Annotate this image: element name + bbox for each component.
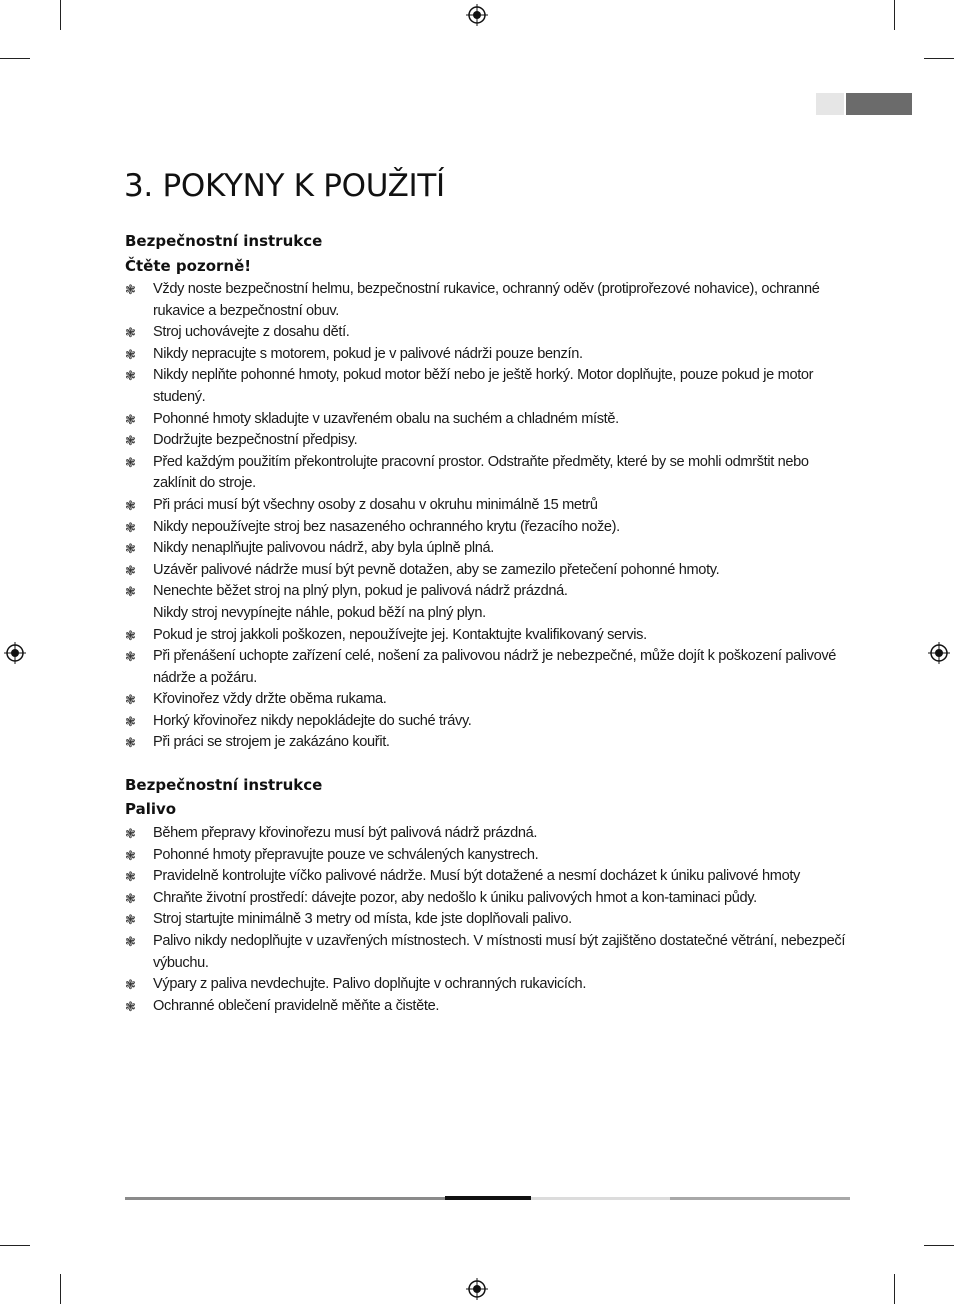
- list-item: [125, 279, 850, 322]
- list-item: [125, 823, 850, 845]
- list-item-text: Při přenášení uchopte zařízení celé, nošení za palivovou nádrž je nebezpečné, může dojít k poškození palivové nádrže a požáru.: [153, 648, 837, 686]
- list-item-text: Při práci musí být všechny osoby z dosahu v okruhu minimálně 15 metrů: [153, 496, 598, 513]
- gear-bullet-icon: ❃: [125, 519, 136, 535]
- list-item: [125, 452, 850, 495]
- list-item-text: Dodržujte bezpečnostní předpisy.: [153, 432, 358, 449]
- list-item-text: Nikdy nepracujte s motorem, pokud je v palivové nádrži pouze benzín.: [153, 345, 583, 362]
- list-item: [125, 689, 850, 711]
- list-item: [125, 344, 850, 366]
- list-item: [125, 909, 850, 931]
- footer-rule-black: [445, 1196, 531, 1200]
- list-item-text: Ochranné oblečení pravidelně měňte a čistěte.: [153, 997, 440, 1014]
- list-item-text: Pohonné hmoty skladujte v uzavřeném obalu na suchém a chladném místě.: [153, 410, 619, 427]
- section-heading: Bezpečnostní instrukce: [125, 776, 323, 794]
- list-item-text: Nenechte běžet stroj na plný plyn, pokud je palivová nádrž prázdná. Nikdy stroj nevypínejte náhle, pokud běží na plný plyn.: [153, 583, 568, 621]
- list-item: [125, 888, 850, 910]
- gear-bullet-icon: ❃: [125, 869, 136, 885]
- list-item: [125, 409, 850, 431]
- gear-bullet-icon: ❃: [125, 627, 136, 643]
- section-heading: Bezpečnostní instrukce: [125, 232, 323, 250]
- gear-bullet-icon: ❃: [125, 282, 136, 297]
- gear-bullet-icon: ❃: [125, 649, 136, 665]
- section-tab-light: [816, 93, 844, 115]
- list-item-text: Nikdy neplňte pohonné hmoty, pokud motor běží nebo je ještě horký. Motor doplňujte, pouze pokud je motor studený.: [153, 367, 814, 405]
- safety-instructions-list: [125, 279, 850, 754]
- list-item: [125, 996, 850, 1018]
- gear-bullet-icon: ❃: [125, 713, 136, 729]
- list-item-text: Palivo nikdy nedoplňujte v uzavřených místnostech. V místnosti musí být zajištěno dostatečné větrání, nebezpečí výbuchu.: [153, 932, 846, 971]
- gear-bullet-icon: ❃: [125, 497, 136, 513]
- gear-bullet-icon: ❃: [125, 847, 136, 863]
- list-item-text: Stroj startujte minimálně 3 metry od místa, kde jste doplňovali palivo.: [153, 911, 572, 928]
- gear-bullet-icon: ❃: [125, 933, 136, 949]
- gear-bullet-icon: ❃: [125, 826, 136, 841]
- list-item-text: Při práci se strojem je zakázáno kouřit.: [153, 734, 390, 751]
- registration-mark-icon: [466, 4, 488, 26]
- footer-rule-mid: [670, 1197, 850, 1200]
- list-item-text: Pokud je stroj jakkoli poškozen, nepoužívejte jej. Kontaktujte kvalifikovaný servis.: [153, 626, 647, 643]
- footer-rule-gray: [125, 1197, 445, 1200]
- list-item-text: Nikdy nenaplňujte palivovou nádrž, aby byla úplně plná.: [153, 540, 494, 557]
- list-item: [125, 581, 850, 624]
- list-item: [125, 560, 850, 582]
- crop-mark: [60, 0, 61, 30]
- list-item-text: Chraňte životní prostředí: dávejte pozor, aby nedošlo k úniku palivových hmot a kon-taminaci půdy.: [153, 889, 757, 906]
- list-item-text: Horký křovinořez nikdy nepokládejte do suché trávy.: [153, 712, 472, 729]
- list-item: [125, 625, 850, 647]
- registration-mark-icon: [466, 1278, 488, 1300]
- list-item: [125, 430, 850, 452]
- gear-bullet-icon: ❃: [125, 346, 136, 362]
- crop-mark: [924, 1245, 954, 1246]
- list-item-text: Během přepravy křovinořezu musí být palivová nádrž prázdná.: [153, 825, 538, 841]
- gear-bullet-icon: ❃: [125, 541, 136, 557]
- footer-rule-light: [531, 1197, 670, 1200]
- crop-mark: [0, 1245, 30, 1246]
- gear-bullet-icon: ❃: [125, 912, 136, 928]
- fuel-instructions-list: [125, 823, 850, 1017]
- list-item: [125, 517, 850, 539]
- list-item: [125, 845, 850, 867]
- crop-mark: [0, 58, 30, 59]
- gear-bullet-icon: ❃: [125, 433, 136, 449]
- list-item: [125, 495, 850, 517]
- list-item: [125, 931, 850, 974]
- page-title: 3. POKYNY K POUŽITÍ: [124, 168, 445, 204]
- list-item-text: Vždy noste bezpečnostní helmu, bezpečnostní rukavice, ochranný oděv (protiprořezové nohavice), ochranné rukavice a bezpečnostní obuv.: [153, 281, 820, 319]
- gear-bullet-icon: ❃: [125, 890, 136, 906]
- gear-bullet-icon: ❃: [125, 735, 136, 751]
- list-item: [125, 646, 850, 689]
- list-item-text: Před každým použitím překontrolujte pracovní prostor. Odstraňte předměty, které by se mohli odmrštit nebo zaklínit do stroje.: [153, 453, 809, 492]
- list-item-text: Uzávěr palivové nádrže musí být pevně dotažen, aby se zamezilo přetečení pohonné hmoty.: [153, 561, 720, 578]
- gear-bullet-icon: ❃: [125, 998, 136, 1014]
- gear-bullet-icon: ❃: [125, 411, 136, 427]
- gear-bullet-icon: ❃: [125, 584, 136, 600]
- list-item-text: Stroj uchovávejte z dosahu dětí.: [153, 324, 350, 341]
- gear-bullet-icon: ❃: [125, 325, 136, 341]
- gear-bullet-icon: ❃: [125, 692, 136, 708]
- crop-mark: [894, 1274, 895, 1304]
- list-item: [125, 365, 850, 408]
- list-item: [125, 732, 850, 754]
- list-item-text: Výpary z paliva nevdechujte. Palivo doplňujte v ochranných rukavicích.: [153, 976, 587, 993]
- section-tab-dark: [846, 93, 912, 115]
- section-subheading: Čtěte pozorně!: [125, 257, 252, 275]
- list-item-text: Pravidelně kontrolujte víčko palivové nádrže. Musí být dotažené a nesmí docházet k úniku palivové hmoty: [153, 868, 800, 885]
- list-item: [125, 538, 850, 560]
- registration-mark-icon: [928, 642, 950, 664]
- section-subheading: Palivo: [125, 800, 177, 818]
- crop-mark: [894, 0, 895, 30]
- list-item: [125, 974, 850, 996]
- crop-mark: [60, 1274, 61, 1304]
- gear-bullet-icon: ❃: [125, 562, 136, 578]
- gear-bullet-icon: ❃: [125, 454, 136, 470]
- list-item: [125, 866, 850, 888]
- list-item: [125, 711, 850, 733]
- list-item: [125, 322, 850, 344]
- crop-mark: [924, 58, 954, 59]
- gear-bullet-icon: ❃: [125, 977, 136, 993]
- list-item-text: Pohonné hmoty přepravujte pouze ve schválených kanystrech.: [153, 846, 539, 863]
- list-item-text: Křovinořez vždy držte oběma rukama.: [153, 691, 387, 708]
- list-item-text: Nikdy nepoužívejte stroj bez nasazeného ochranného krytu (řezacího nože).: [153, 518, 620, 535]
- registration-mark-icon: [4, 642, 26, 664]
- gear-bullet-icon: ❃: [125, 368, 136, 384]
